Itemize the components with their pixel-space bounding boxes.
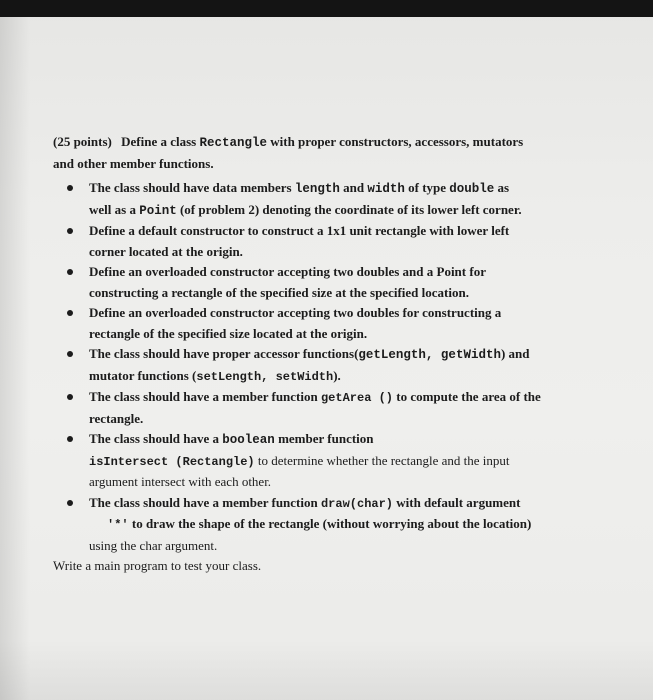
item-text: of type xyxy=(408,180,447,195)
bullet-icon xyxy=(67,228,73,234)
list-item xyxy=(53,344,613,387)
intro-lead: Define a class xyxy=(121,134,197,149)
item-text: constructing a rectangle of the specified size at the specified location. xyxy=(89,284,469,300)
list-item xyxy=(53,262,613,303)
item-text: well as a xyxy=(89,201,136,217)
code-accessors: getLength, getWidth xyxy=(358,348,501,362)
item-text: Define an overloaded constructor accepting two doubles and a Point for xyxy=(89,264,486,279)
code-boolean: boolean xyxy=(222,433,275,447)
item-text: rectangle of the specified size located at the origin. xyxy=(89,325,368,341)
list-item xyxy=(53,429,613,493)
item-text: The class should have a member function xyxy=(89,494,318,510)
list-item xyxy=(53,493,613,557)
photo-shadow-bottom xyxy=(0,640,653,700)
code-getarea: getArea () xyxy=(320,391,393,405)
bullet-icon xyxy=(67,436,73,442)
requirements-list xyxy=(53,178,613,556)
item-text: using the char argument. xyxy=(89,537,218,553)
item-text: The class should have proper accessor functions( xyxy=(89,346,359,361)
code-double: double xyxy=(449,182,495,196)
intro-tail: with proper constructors, accessors, mutators xyxy=(270,134,524,149)
intro-line-1 xyxy=(53,132,613,154)
item-text: to determine whether the rectangle and the input xyxy=(257,452,510,468)
item-text: corner located at the origin. xyxy=(89,243,243,259)
bullet-icon xyxy=(67,185,73,191)
item-text: Define a default constructor to construct a 1x1 unit rectangle with lower left xyxy=(89,223,510,238)
list-item xyxy=(53,221,613,262)
item-text: with default argument xyxy=(396,494,521,510)
list-item xyxy=(53,387,613,429)
item-text: mutator functions ( xyxy=(89,367,197,383)
bullet-icon xyxy=(67,394,73,400)
photo-shadow xyxy=(0,17,30,700)
code-point: Point xyxy=(139,203,177,218)
item-text: ). xyxy=(333,367,341,383)
item-text: ) and xyxy=(500,346,530,361)
item-text: The class should have a member function xyxy=(89,389,318,404)
bullet-icon xyxy=(67,269,73,275)
code-mutators: setLength, setWidth xyxy=(196,369,334,384)
item-text: Define an overloaded constructor accepting two doubles for constructing a xyxy=(89,305,502,320)
item-text: to compute the area of the xyxy=(396,389,541,404)
photo-top-edge xyxy=(0,0,653,17)
item-text: rectangle. xyxy=(89,410,144,426)
class-name: Rectangle xyxy=(199,136,267,150)
item-text: and xyxy=(343,180,365,195)
item-text: to draw the shape of the rectangle (without worrying about the location) xyxy=(131,516,532,531)
bullet-icon xyxy=(67,310,73,316)
code-width: width xyxy=(367,182,405,196)
points-label: (25 points) xyxy=(53,134,112,149)
intro-line-2: and other member functions. xyxy=(53,155,214,171)
item-text: The class should have data members xyxy=(89,180,292,195)
item-text: as xyxy=(497,180,510,195)
list-item xyxy=(53,303,613,344)
item-text: argument intersect with each other. xyxy=(89,474,272,489)
code-draw: draw(char) xyxy=(320,496,393,511)
code-default-char: '*' xyxy=(107,518,129,532)
list-item xyxy=(53,178,613,221)
code-length: length xyxy=(294,182,340,196)
item-text: The class should have a xyxy=(89,431,220,446)
item-text: (of problem 2) denoting the coordinate of its lower left corner. xyxy=(179,201,522,217)
bullet-icon xyxy=(67,500,73,506)
closing-line: Write a main program to test your class. xyxy=(53,558,262,573)
item-text: member function xyxy=(278,431,374,446)
bullet-icon xyxy=(67,351,73,357)
code-isintersect: isIntersect (Rectangle) xyxy=(89,454,255,469)
assignment-text xyxy=(53,132,613,577)
